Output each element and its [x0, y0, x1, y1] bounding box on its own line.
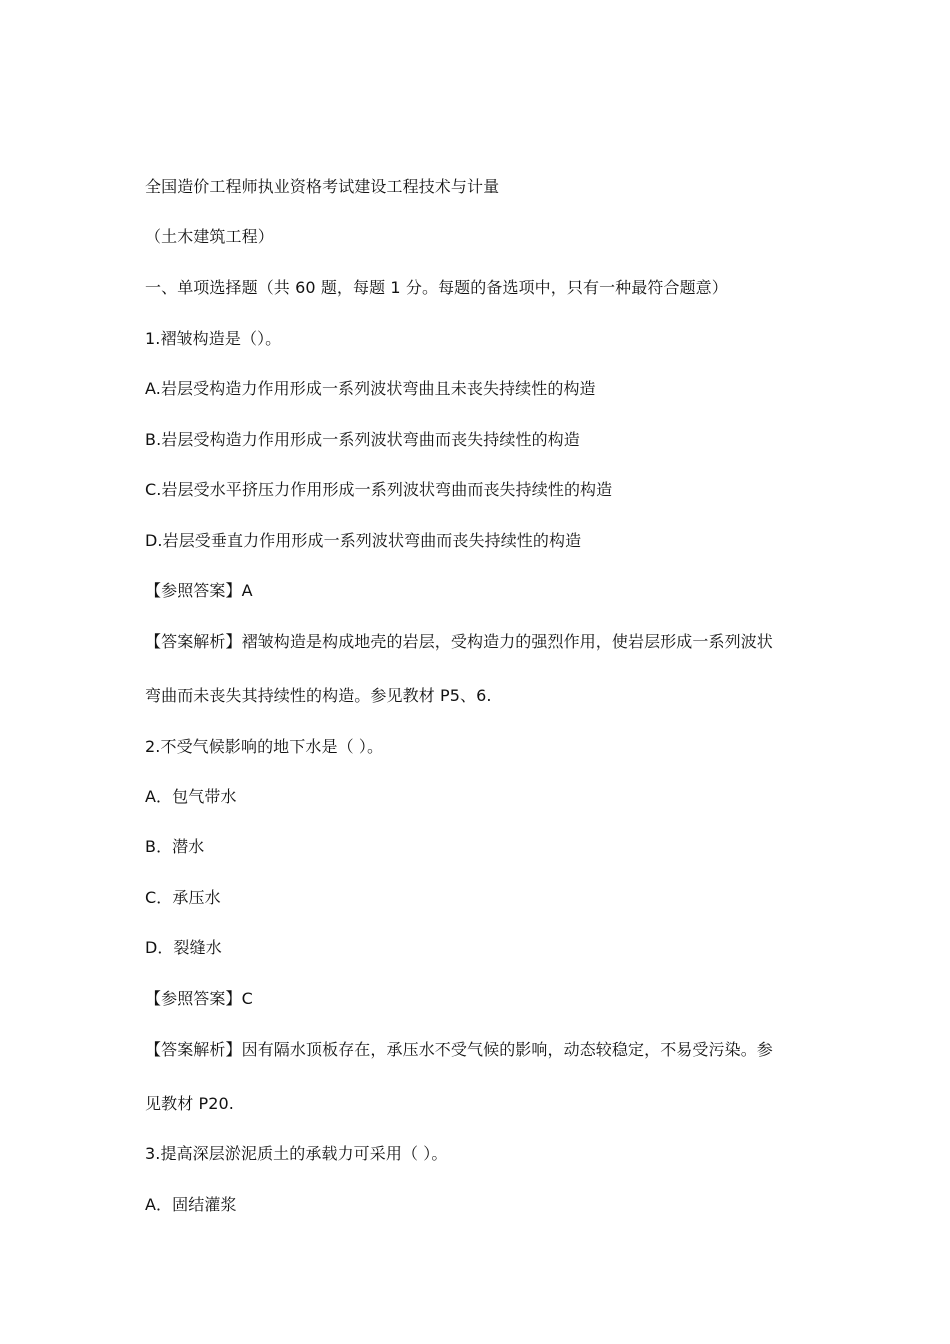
question-1-option-c: C.岩层受水平挤压力作用形成一系列波状弯曲而丧失持续性的构造 [145, 480, 613, 499]
question-2-option-c: C．承压水 [145, 888, 221, 907]
question-1-answer: 【参照答案】A [145, 581, 253, 600]
question-3-option-a: A．固结灌浆 [145, 1195, 237, 1214]
question-1-stem: 1.褶皱构造是（）。 [145, 329, 282, 348]
question-2-option-d: D．裂缝水 [145, 938, 222, 957]
question-2-analysis-line2: 见教材 P20. [145, 1094, 234, 1113]
section-heading: 一、单项选择题（共 60 题，每题 1 分。每题的备选项中，只有一种最符合题意） [145, 278, 728, 297]
question-2-option-a: A．包气带水 [145, 787, 237, 806]
question-1-option-a: A.岩层受构造力作用形成一系列波状弯曲且未丧失持续性的构造 [145, 379, 596, 398]
question-1-option-b: B.岩层受构造力作用形成一系列波状弯曲而丧失持续性的构造 [145, 430, 580, 449]
question-2-option-b: B．潜水 [145, 837, 205, 856]
document-subtitle: （土木建筑工程） [145, 227, 274, 246]
question-1-option-d: D.岩层受垂直力作用形成一系列波状弯曲而丧失持续性的构造 [145, 531, 582, 550]
question-2-stem: 2.不受气候影响的地下水是（ ）。 [145, 737, 384, 756]
question-3-stem: 3.提高深层淤泥质土的承载力可采用（ ）。 [145, 1144, 448, 1163]
question-2-analysis-line1: 【答案解析】因有隔水顶板存在，承压水不受气候的影响，动态较稳定，不易受污染。参 [145, 1040, 773, 1059]
question-2-answer: 【参照答案】C [145, 989, 253, 1008]
question-1-analysis-line1: 【答案解析】褶皱构造是构成地壳的岩层，受构造力的强烈作用，使岩层形成一系列波状 [145, 632, 773, 651]
question-1-analysis-line2: 弯曲而未丧失其持续性的构造。参见教材 P5、6. [145, 686, 492, 705]
document-title: 全国造价工程师执业资格考试建设工程技术与计量 [145, 177, 500, 196]
